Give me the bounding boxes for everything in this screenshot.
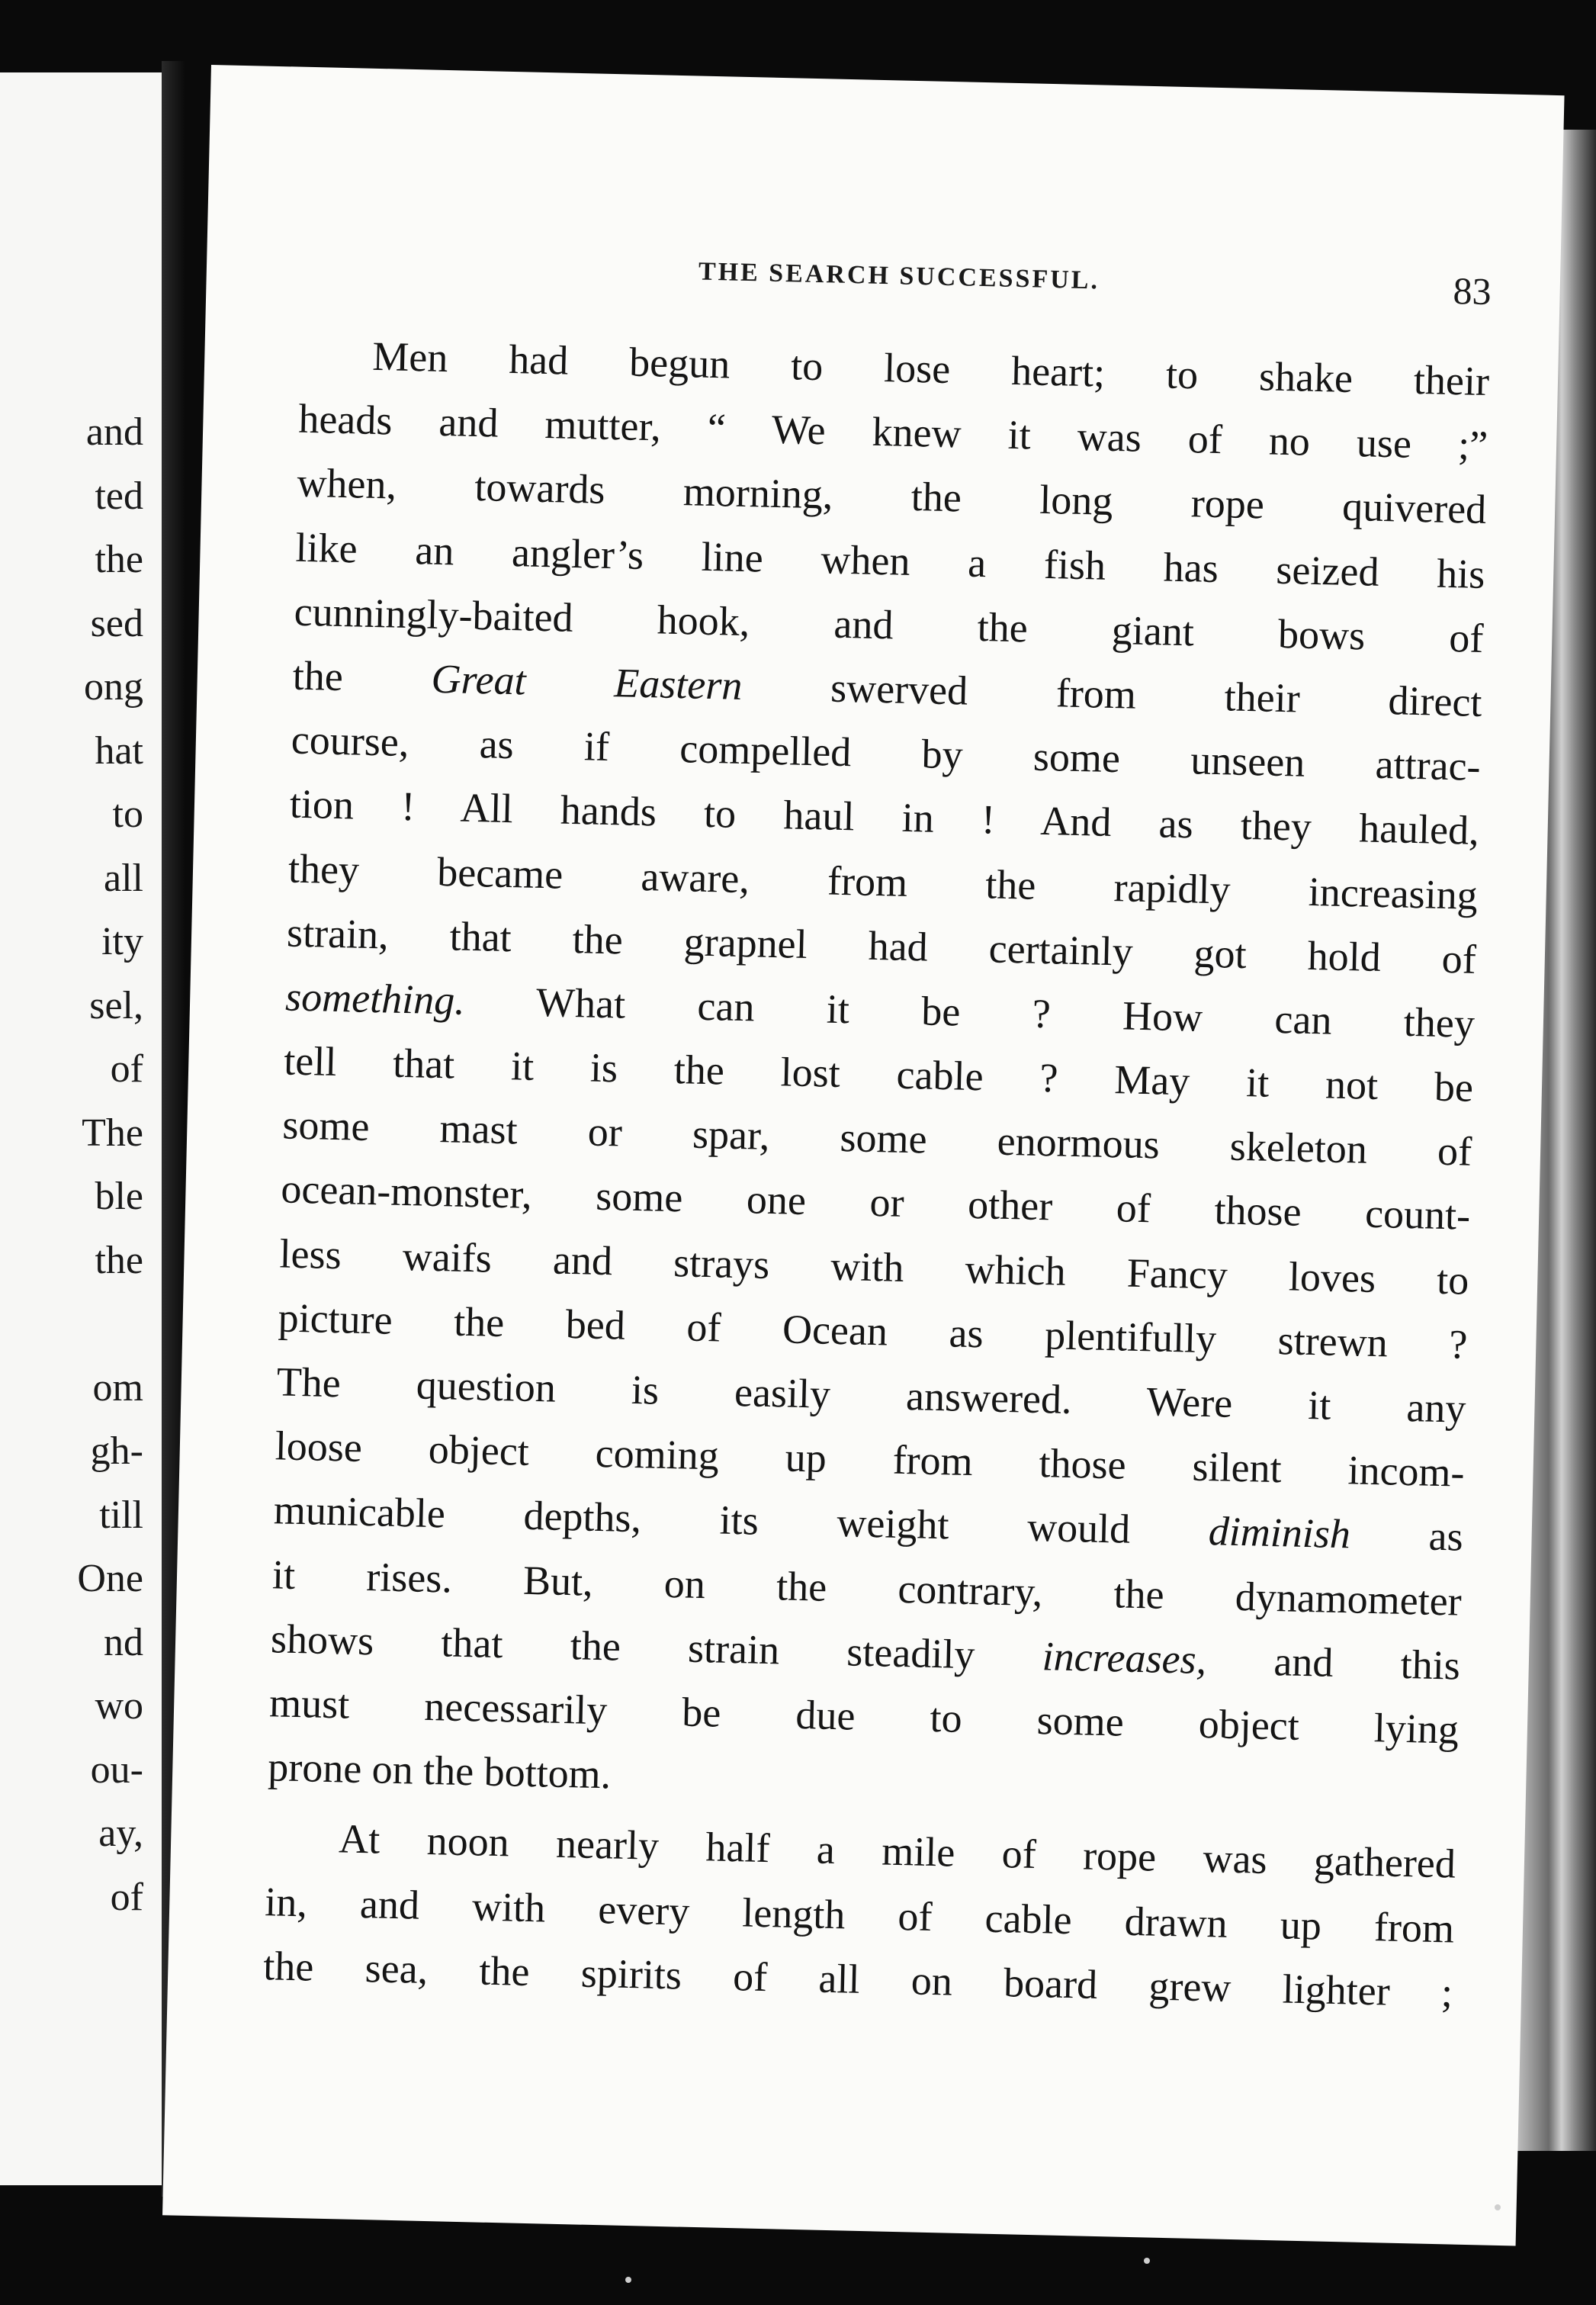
text-line: prone on the bottom.	[267, 1744, 612, 1798]
text-line: course, as if compelled by some unseen attrac-	[291, 716, 1482, 790]
left-page-fragment: to	[112, 792, 143, 836]
left-page-fragment	[0, 1292, 153, 1356]
text-run: the	[292, 652, 432, 702]
running-head: THE SEARCH SUCCESSFUL.	[698, 257, 1100, 295]
left-page-fragment: nd	[104, 1620, 143, 1664]
text-line: must necessarily be due to some object lying	[268, 1680, 1460, 1753]
dust-speck	[625, 2277, 631, 2283]
left-page-fragment: ble	[95, 1175, 143, 1218]
text-line: it rises. But, on the contrary, the dynamometer	[271, 1551, 1463, 1625]
text-line: like an angler’s line when a fish has seized his	[294, 524, 1485, 597]
page-number: 83	[1453, 268, 1492, 313]
left-page-fragment: gh-	[90, 1429, 143, 1473]
left-page-fragments	[0, 400, 153, 1929]
left-page-fragment: ted	[95, 474, 143, 518]
text-run: swerved from their direct	[741, 662, 1483, 725]
italic-text: something.	[284, 973, 466, 1024]
text-run: and this	[1206, 1636, 1461, 1689]
left-page-fragment: of	[110, 1875, 143, 1919]
left-page-fragment: ou-	[90, 1747, 143, 1792]
text-line: some mast or spar, some enormous skeleton of	[281, 1101, 1472, 1175]
left-page-fragment: the	[95, 538, 143, 581]
text-line: Men had begun to lose heart; to shake their	[371, 333, 1490, 405]
left-page-fragment: the	[95, 1238, 143, 1282]
italic-text: increases,	[1042, 1632, 1207, 1683]
left-page-fragment: hat	[95, 728, 143, 773]
dust-speck	[1144, 2258, 1150, 2264]
text-line: tion ! All hands to haul in ! And as they hauled,	[289, 780, 1480, 854]
left-page-fragment: om	[92, 1365, 143, 1410]
text-line: ocean-monster, some one or other of those count-	[280, 1165, 1471, 1239]
left-page-fragment: till	[99, 1493, 143, 1537]
body-text	[263, 323, 1490, 2025]
text-run: as	[1350, 1511, 1464, 1561]
text-line: strain, that the grapnel had certainly got hold of	[286, 909, 1477, 982]
page-header	[301, 243, 1492, 323]
left-facing-page	[0, 72, 166, 2185]
text-line: when, towards morning, the long rope quivered	[296, 460, 1487, 533]
left-page-fragment: sed	[90, 601, 143, 645]
italic-text: Great Eastern	[430, 655, 743, 709]
text-line: the sea, the spirits of all on board grew lighter ;	[262, 1942, 1453, 2016]
text-line: The question is easily answered. Were it any	[276, 1358, 1467, 1432]
left-page-fragment: One	[77, 1557, 143, 1600]
left-page-fragment: all	[104, 856, 143, 900]
text-line: cunningly-baited hook, and the giant bows of	[294, 588, 1485, 661]
text-line: At noon nearly half a mile of rope was gathered	[338, 1815, 1456, 1887]
left-page-fragment: of	[110, 1047, 143, 1091]
text-line: in, and with every length of cable drawn up from	[264, 1878, 1455, 1952]
left-page-fragment: ity	[101, 920, 143, 963]
left-page-fragment: ay,	[98, 1812, 143, 1855]
text-run: municable depths, its weight would	[273, 1487, 1209, 1554]
text-line: loose object coming up from those silent incom-	[275, 1423, 1466, 1496]
text-line: picture the bed of Ocean as plentifully strewn ?	[278, 1294, 1469, 1368]
left-page-fragment: wo	[95, 1684, 143, 1728]
left-page-fragment: ong	[84, 665, 143, 709]
text-run: What can it be ? How can they	[464, 977, 1476, 1046]
text-line: heads and mutter, “ We knew it was of no use ;”	[297, 395, 1488, 469]
left-page-fragment: The	[82, 1111, 143, 1155]
dust-speck	[1495, 2204, 1501, 2210]
book-page	[162, 65, 1565, 2246]
text-line: tell that it is the lost cable ? May it not be	[283, 1037, 1474, 1111]
left-page-fragment: sel,	[89, 983, 143, 1027]
text-run: shows that the strain steadily	[270, 1615, 1043, 1679]
left-page-fragment: and	[85, 410, 143, 454]
italic-text: diminish	[1208, 1508, 1351, 1558]
text-line: less waifs and strays with which Fancy loves to	[278, 1230, 1469, 1304]
text-line: they became aware, from the rapidly increasing	[287, 845, 1479, 918]
